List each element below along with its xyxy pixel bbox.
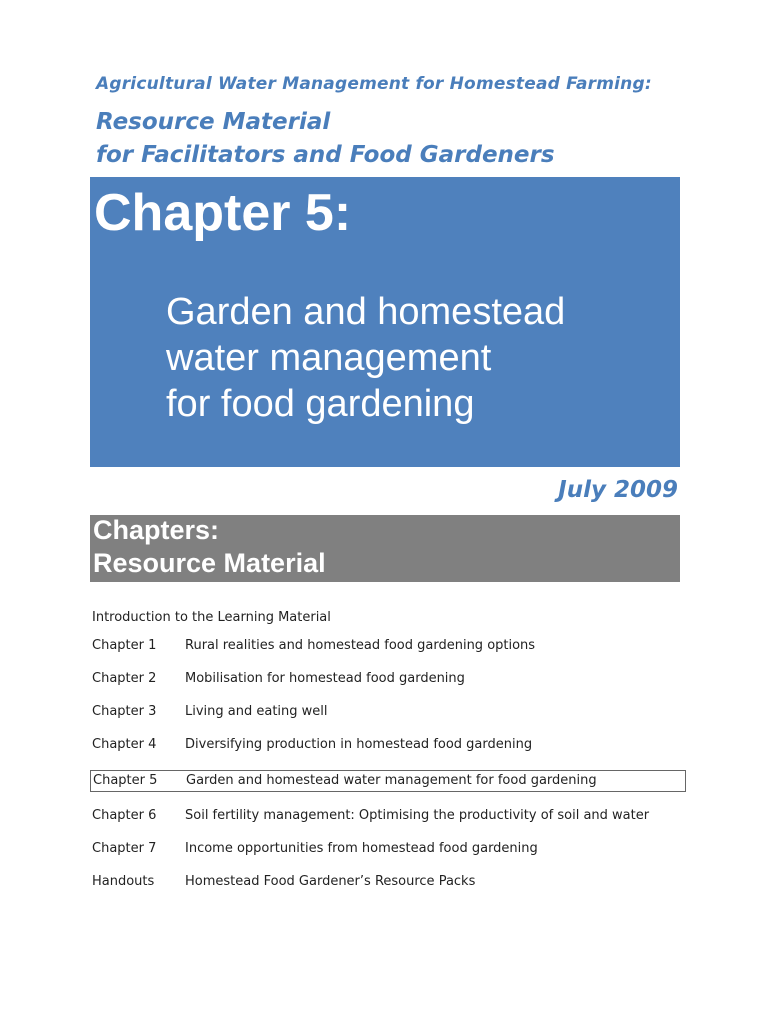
chapter-subtitle-line-2: water management <box>166 337 492 379</box>
toc-item-chapter-1[interactable] <box>90 634 686 667</box>
toc-item-number: Chapter 5 <box>93 773 158 788</box>
toc-intro-item[interactable]: Introduction to the Learning Material <box>92 610 331 625</box>
toc-item-number: Chapter 2 <box>92 671 157 686</box>
toc-item-title: Homestead Food Gardener’s Resource Packs <box>185 874 476 889</box>
toc-item-number: Chapter 1 <box>92 638 157 653</box>
toc-item-number: Chapter 6 <box>92 808 157 823</box>
toc-item-chapter-4[interactable] <box>90 733 686 766</box>
toc-item-title: Income opportunities from homestead food gardening <box>185 841 538 856</box>
toc-item-title: Diversifying production in homestead food gardening <box>185 737 533 752</box>
resource-title-line-2: for Facilitators and Food Gardeners <box>96 142 555 168</box>
toc-item-chapter-7[interactable] <box>90 837 686 870</box>
toc-item-title: Living and eating well <box>185 704 328 719</box>
toc-item-number: Chapter 7 <box>92 841 157 856</box>
chapter-subtitle-line-3: for food gardening <box>166 383 475 425</box>
toc-item-number: Handouts <box>92 874 155 889</box>
banner-line-1: Chapters: <box>93 515 220 545</box>
resource-title-line-1: Resource Material <box>96 109 331 135</box>
chapter-subtitle-line-1: Garden and homestead <box>166 291 566 333</box>
publication-date: July 2009 <box>558 477 678 503</box>
toc-item-title: Mobilisation for homestead food gardening <box>185 671 465 686</box>
chapter-title-box <box>90 177 680 467</box>
banner-line-2: Resource Material <box>93 548 326 578</box>
toc-item-chapter-2[interactable] <box>90 667 686 700</box>
toc-item-chapter-3[interactable] <box>90 700 686 733</box>
chapter-heading: Chapter 5: <box>94 184 352 242</box>
chapters-banner <box>90 515 680 582</box>
toc-item-number: Chapter 4 <box>92 737 157 752</box>
toc-item-chapter-5-current[interactable] <box>90 770 686 792</box>
resource-title <box>96 106 555 172</box>
toc-item-number: Chapter 3 <box>92 704 157 719</box>
table-of-contents <box>90 606 686 903</box>
toc-item-handouts[interactable] <box>90 870 686 903</box>
toc-item-title: Rural realities and homestead food gardening options <box>185 638 536 653</box>
toc-item-title: Soil fertility management: Optimising the productivity of soil and water <box>185 808 650 823</box>
series-title: Agricultural Water Management for Homestead Farming: <box>96 74 652 94</box>
chapter-subtitle <box>166 289 565 427</box>
toc-item-title: Garden and homestead water management for food gardening <box>186 773 597 788</box>
toc-item-chapter-6[interactable] <box>90 804 686 837</box>
